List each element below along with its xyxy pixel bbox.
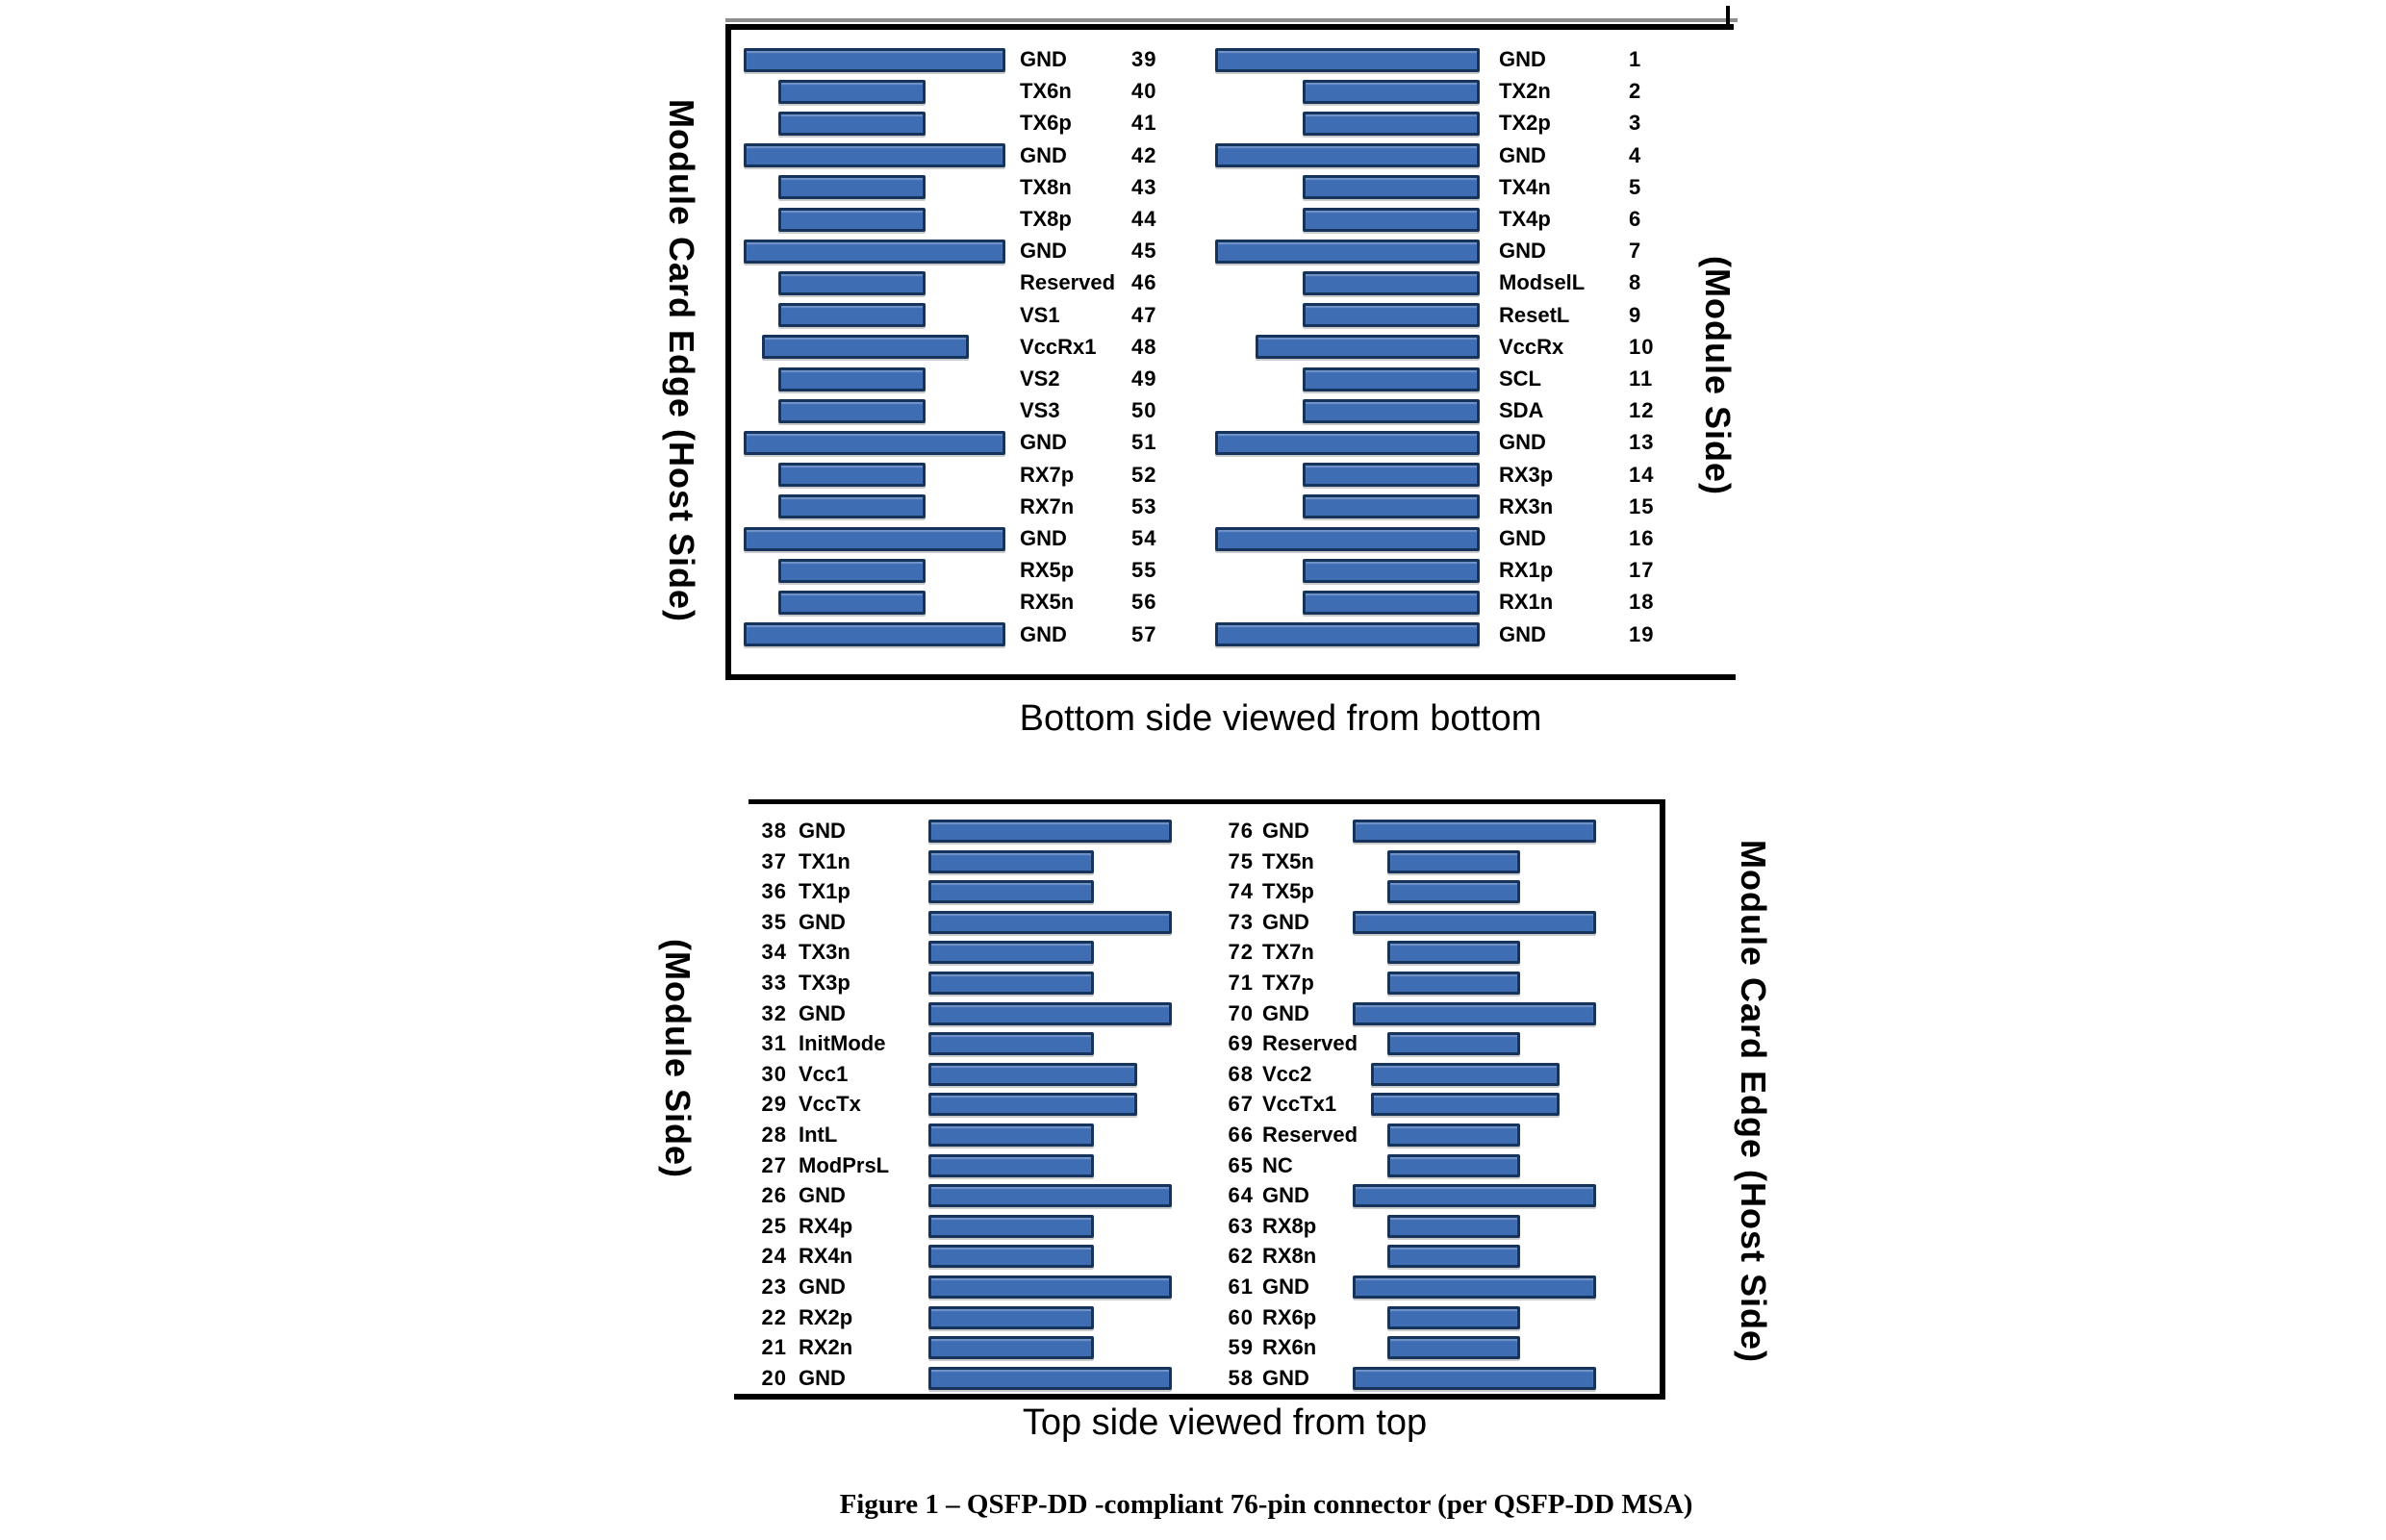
pin-label-25: RX4p [799, 1213, 853, 1238]
pin-label-18: RX1n [1499, 590, 1554, 615]
pin-label-23: GND [799, 1275, 846, 1299]
pad-bar-pin-4 [1215, 143, 1480, 167]
pin-number-31: 31 [761, 1031, 787, 1056]
pad-bar-pin-3 [1303, 112, 1480, 136]
pad-bar-pin-40 [778, 80, 926, 104]
pin-label-16: GND [1499, 526, 1546, 550]
pin-number-18: 18 [1629, 590, 1655, 615]
pin-label-62: RX8n [1262, 1244, 1317, 1269]
pad-bar-pin-69 [1387, 1032, 1520, 1055]
panel2-bottom-border [734, 1394, 1665, 1400]
pad-bar-pin-20 [928, 1367, 1172, 1390]
pin-number-10: 10 [1629, 334, 1655, 359]
pin-label-7: GND [1499, 239, 1546, 264]
pin-number-6: 6 [1629, 207, 1642, 231]
pin-label-50: VS3 [1020, 398, 1060, 423]
pin-label-52: RX7p [1020, 462, 1075, 487]
pin-number-2: 2 [1629, 79, 1642, 104]
pad-bar-pin-75 [1387, 850, 1520, 873]
pin-number-68: 68 [1228, 1061, 1254, 1086]
pin-label-17: RX1p [1499, 558, 1554, 583]
pin-number-17: 17 [1629, 558, 1655, 583]
pin-label-54: GND [1020, 526, 1067, 550]
panel1-right-side-label-text: (Module Side) [1698, 255, 1738, 495]
pad-bar-pin-5 [1303, 175, 1480, 199]
pin-number-56: 56 [1131, 590, 1157, 615]
pin-number-23: 23 [761, 1275, 787, 1299]
pad-bar-pin-49 [778, 367, 926, 391]
pad-bar-pin-15 [1303, 494, 1480, 518]
pin-number-46: 46 [1131, 270, 1157, 295]
pad-bar-pin-56 [778, 591, 926, 615]
pad-bar-pin-6 [1303, 208, 1480, 232]
pad-bar-pin-46 [778, 271, 926, 295]
pin-number-22: 22 [761, 1304, 787, 1329]
pad-bar-pin-59 [1387, 1336, 1520, 1359]
pad-bar-pin-74 [1387, 880, 1520, 903]
pin-number-65: 65 [1228, 1152, 1254, 1177]
pin-number-7: 7 [1629, 239, 1642, 264]
pin-number-67: 67 [1228, 1092, 1254, 1117]
pin-number-73: 73 [1228, 909, 1254, 934]
panel1-left-side-label-text: Module Card Edge (Host Side) [662, 98, 701, 623]
pad-bar-pin-9 [1303, 303, 1480, 327]
pad-bar-pin-26 [928, 1184, 1172, 1207]
pin-number-43: 43 [1131, 174, 1157, 199]
pin-label-40: TX6n [1020, 79, 1072, 104]
pin-label-71: TX7p [1262, 971, 1314, 995]
pin-number-27: 27 [761, 1152, 787, 1177]
pad-bar-pin-51 [744, 431, 1005, 455]
pad-bar-pin-73 [1353, 911, 1596, 934]
pin-label-9: ResetL [1499, 302, 1570, 327]
pin-label-20: GND [799, 1365, 846, 1390]
pad-bar-pin-61 [1353, 1275, 1596, 1299]
pin-number-66: 66 [1228, 1123, 1254, 1147]
pin-number-40: 40 [1131, 79, 1157, 104]
panel2-right-side-label-text: Module Card Edge (Host Side) [1734, 839, 1773, 1364]
pad-bar-pin-53 [778, 494, 926, 518]
pin-label-64: GND [1262, 1183, 1309, 1208]
pin-number-58: 58 [1228, 1365, 1254, 1390]
pin-label-6: TX4p [1499, 207, 1551, 231]
pad-bar-pin-32 [928, 1002, 1172, 1025]
pin-number-49: 49 [1131, 366, 1157, 391]
pin-label-53: RX7n [1020, 493, 1075, 518]
pin-number-35: 35 [761, 909, 787, 934]
pin-label-44: TX8p [1020, 207, 1072, 231]
pin-label-59: RX6n [1262, 1335, 1317, 1360]
pad-bar-pin-31 [928, 1032, 1094, 1055]
pad-bar-pin-16 [1215, 527, 1480, 551]
pin-label-8: ModselL [1499, 270, 1586, 295]
pad-bar-pin-7 [1215, 240, 1480, 264]
pad-bar-pin-36 [928, 880, 1094, 903]
pad-bar-pin-29 [928, 1093, 1137, 1116]
pin-number-63: 63 [1228, 1213, 1254, 1238]
pin-number-62: 62 [1228, 1244, 1254, 1269]
pin-label-39: GND [1020, 47, 1067, 71]
pad-bar-pin-17 [1303, 559, 1480, 583]
pin-label-45: GND [1020, 239, 1067, 264]
pad-bar-pin-60 [1387, 1306, 1520, 1329]
pin-label-69: Reserved [1262, 1031, 1358, 1056]
pad-bar-pin-38 [928, 820, 1172, 843]
pin-label-74: TX5p [1262, 879, 1314, 904]
pin-label-48: VccRx1 [1020, 334, 1097, 359]
panel2-right-side-label [1714, 808, 1791, 1395]
pad-bar-pin-11 [1303, 367, 1480, 391]
pin-number-50: 50 [1131, 398, 1157, 423]
pin-number-76: 76 [1228, 819, 1254, 843]
pin-number-47: 47 [1131, 302, 1157, 327]
pin-number-28: 28 [761, 1123, 787, 1147]
pin-number-11: 11 [1629, 366, 1654, 391]
pin-number-26: 26 [761, 1183, 787, 1208]
pin-label-37: TX1n [799, 848, 850, 873]
pin-number-61: 61 [1228, 1275, 1254, 1299]
pin-label-31: InitMode [799, 1031, 886, 1056]
pin-number-64: 64 [1228, 1183, 1254, 1208]
pad-bar-pin-54 [744, 527, 1005, 551]
pin-label-66: Reserved [1262, 1123, 1358, 1147]
pad-bar-pin-67 [1371, 1093, 1560, 1116]
pin-number-52: 52 [1131, 462, 1157, 487]
pad-bar-pin-18 [1303, 591, 1480, 615]
pad-bar-pin-76 [1353, 820, 1596, 843]
pin-number-12: 12 [1629, 398, 1655, 423]
pin-label-3: TX2p [1499, 111, 1551, 136]
pin-label-63: RX8p [1262, 1213, 1317, 1238]
panel1-left-side-label [643, 48, 720, 673]
pin-number-54: 54 [1131, 526, 1157, 550]
pin-number-57: 57 [1131, 621, 1157, 646]
panel2-top-border [749, 799, 1665, 804]
pad-bar-pin-39 [744, 48, 1005, 72]
pad-bar-pin-52 [778, 463, 926, 487]
panel1-bottom-border [725, 674, 1736, 680]
pin-label-51: GND [1020, 430, 1067, 455]
pin-number-25: 25 [761, 1213, 787, 1238]
pin-number-15: 15 [1629, 493, 1655, 518]
pin-label-12: SDA [1499, 398, 1544, 423]
pin-label-68: Vcc2 [1262, 1061, 1312, 1086]
pin-label-10: VccRx [1499, 334, 1564, 359]
pad-bar-pin-8 [1303, 271, 1480, 295]
pin-number-33: 33 [761, 971, 787, 995]
figure-caption: Figure 1 – QSFP-DD -compliant 76-pin connector (per QSFP-DD MSA) [839, 1489, 1693, 1520]
pad-bar-pin-1 [1215, 48, 1480, 72]
pad-bar-pin-64 [1353, 1184, 1596, 1207]
pad-bar-pin-25 [928, 1215, 1094, 1238]
pin-label-46: Reserved [1020, 270, 1116, 295]
pin-label-14: RX3p [1499, 462, 1554, 487]
pin-label-28: IntL [799, 1123, 838, 1147]
pad-bar-pin-55 [778, 559, 926, 583]
pin-label-70: GND [1262, 1000, 1309, 1025]
pin-label-5: TX4n [1499, 174, 1551, 199]
pin-number-4: 4 [1629, 142, 1642, 167]
pin-number-29: 29 [761, 1092, 787, 1117]
pin-label-72: TX7n [1262, 940, 1314, 965]
pad-bar-pin-63 [1387, 1215, 1520, 1238]
pin-number-45: 45 [1131, 239, 1157, 264]
pad-bar-pin-21 [928, 1336, 1094, 1359]
pad-bar-pin-41 [778, 112, 926, 136]
pin-number-34: 34 [761, 940, 787, 965]
pad-bar-pin-57 [744, 622, 1005, 646]
pad-bar-pin-37 [928, 850, 1094, 873]
pin-label-38: GND [799, 819, 846, 843]
pin-label-19: GND [1499, 621, 1546, 646]
pin-number-75: 75 [1228, 848, 1254, 873]
pin-label-36: TX1p [799, 879, 850, 904]
pin-label-27: ModPrsL [799, 1152, 890, 1177]
pad-bar-pin-62 [1387, 1245, 1520, 1268]
pad-bar-pin-48 [762, 335, 969, 359]
pin-number-72: 72 [1228, 940, 1254, 965]
pad-bar-pin-14 [1303, 463, 1480, 487]
pin-number-5: 5 [1629, 174, 1642, 199]
pin-number-48: 48 [1131, 334, 1157, 359]
pad-bar-pin-71 [1387, 972, 1520, 995]
pad-bar-pin-70 [1353, 1002, 1596, 1025]
pin-number-42: 42 [1131, 142, 1157, 167]
panel1-top-scan-shadow-line [725, 18, 1738, 22]
pin-number-39: 39 [1131, 47, 1157, 71]
pin-label-49: VS2 [1020, 366, 1060, 391]
pin-label-1: GND [1499, 47, 1546, 71]
pin-number-41: 41 [1131, 111, 1157, 136]
pin-label-61: GND [1262, 1275, 1309, 1299]
pin-label-21: RX2n [799, 1335, 853, 1360]
pin-number-16: 16 [1629, 526, 1655, 550]
pin-label-26: GND [799, 1183, 846, 1208]
pin-label-65: NC [1262, 1152, 1293, 1177]
pin-label-41: TX6p [1020, 111, 1072, 136]
pin-label-76: GND [1262, 819, 1309, 843]
pin-label-32: GND [799, 1000, 846, 1025]
pad-bar-pin-35 [928, 911, 1172, 934]
pin-label-56: RX5n [1020, 590, 1075, 615]
pin-label-4: GND [1499, 142, 1546, 167]
pin-number-53: 53 [1131, 493, 1157, 518]
pin-number-24: 24 [761, 1244, 787, 1269]
pin-number-1: 1 [1629, 47, 1642, 71]
pad-bar-pin-34 [928, 941, 1094, 964]
pin-label-55: RX5p [1020, 558, 1075, 583]
pin-number-30: 30 [761, 1061, 787, 1086]
pad-bar-pin-2 [1303, 80, 1480, 104]
pin-number-9: 9 [1629, 302, 1642, 327]
pad-bar-pin-28 [928, 1123, 1094, 1147]
pad-bar-pin-42 [744, 143, 1005, 167]
pin-number-32: 32 [761, 1000, 787, 1025]
pin-label-33: TX3p [799, 971, 850, 995]
pad-bar-pin-45 [744, 240, 1005, 264]
pad-bar-pin-10 [1256, 335, 1480, 359]
pad-bar-pin-22 [928, 1306, 1094, 1329]
pin-label-67: VccTx1 [1262, 1092, 1337, 1117]
panel2-left-side-label-text: (Module Side) [658, 938, 698, 1178]
pad-bar-pin-65 [1387, 1154, 1520, 1177]
pin-number-19: 19 [1629, 621, 1655, 646]
pad-bar-pin-66 [1387, 1123, 1520, 1147]
pad-bar-pin-24 [928, 1245, 1094, 1268]
pin-number-38: 38 [761, 819, 787, 843]
pad-bar-pin-12 [1303, 399, 1480, 423]
pin-number-55: 55 [1131, 558, 1157, 583]
pin-label-58: GND [1262, 1365, 1309, 1390]
panel1-top-border [725, 24, 1734, 30]
panel2-left-side-label [639, 818, 716, 1299]
pad-bar-pin-72 [1387, 941, 1520, 964]
pin-label-30: Vcc1 [799, 1061, 849, 1086]
pin-number-20: 20 [761, 1365, 787, 1390]
pin-label-2: TX2n [1499, 79, 1551, 104]
panel2-caption: Top side viewed from top [1022, 1402, 1428, 1443]
pad-bar-pin-23 [928, 1275, 1172, 1299]
pin-number-36: 36 [761, 879, 787, 904]
pad-bar-pin-68 [1371, 1063, 1560, 1086]
pad-bar-pin-30 [928, 1063, 1137, 1086]
pin-number-59: 59 [1228, 1335, 1254, 1360]
pin-number-74: 74 [1228, 879, 1254, 904]
panel2-right-border [1660, 799, 1665, 1400]
pin-label-24: RX4n [799, 1244, 853, 1269]
pin-number-13: 13 [1629, 430, 1655, 455]
pin-label-29: VccTx [799, 1092, 861, 1117]
pin-number-3: 3 [1629, 111, 1642, 136]
panel1-right-side-label [1679, 67, 1756, 683]
pin-number-21: 21 [761, 1335, 787, 1360]
pin-label-43: TX8n [1020, 174, 1072, 199]
pin-number-8: 8 [1629, 270, 1642, 295]
pin-label-15: RX3n [1499, 493, 1554, 518]
pin-number-51: 51 [1131, 430, 1157, 455]
pin-label-75: TX5n [1262, 848, 1314, 873]
pin-number-69: 69 [1228, 1031, 1254, 1056]
pin-label-34: TX3n [799, 940, 850, 965]
pin-label-22: RX2p [799, 1304, 853, 1329]
pin-label-57: GND [1020, 621, 1067, 646]
pad-bar-pin-19 [1215, 622, 1480, 646]
pad-bar-pin-50 [778, 399, 926, 423]
pad-bar-pin-44 [778, 208, 926, 232]
pin-number-71: 71 [1228, 971, 1254, 995]
pin-label-47: VS1 [1020, 302, 1060, 327]
pin-number-37: 37 [761, 848, 787, 873]
panel1-caption: Bottom side viewed from bottom [1019, 698, 1542, 739]
pad-bar-pin-58 [1353, 1367, 1596, 1390]
panel1-left-border [725, 24, 731, 680]
pin-label-35: GND [799, 909, 846, 934]
pin-number-60: 60 [1228, 1304, 1254, 1329]
pin-label-42: GND [1020, 142, 1067, 167]
pad-bar-pin-47 [778, 303, 926, 327]
pad-bar-pin-43 [778, 175, 926, 199]
pad-bar-pin-27 [928, 1154, 1094, 1177]
pin-label-13: GND [1499, 430, 1546, 455]
pin-label-73: GND [1262, 909, 1309, 934]
pin-number-44: 44 [1131, 207, 1157, 231]
panel1-top-right-tick [1726, 6, 1730, 25]
pad-bar-pin-33 [928, 972, 1094, 995]
pad-bar-pin-13 [1215, 431, 1480, 455]
pin-label-60: RX6p [1262, 1304, 1317, 1329]
pin-label-11: SCL [1499, 366, 1541, 391]
pin-number-14: 14 [1629, 462, 1655, 487]
pin-number-70: 70 [1228, 1000, 1254, 1025]
